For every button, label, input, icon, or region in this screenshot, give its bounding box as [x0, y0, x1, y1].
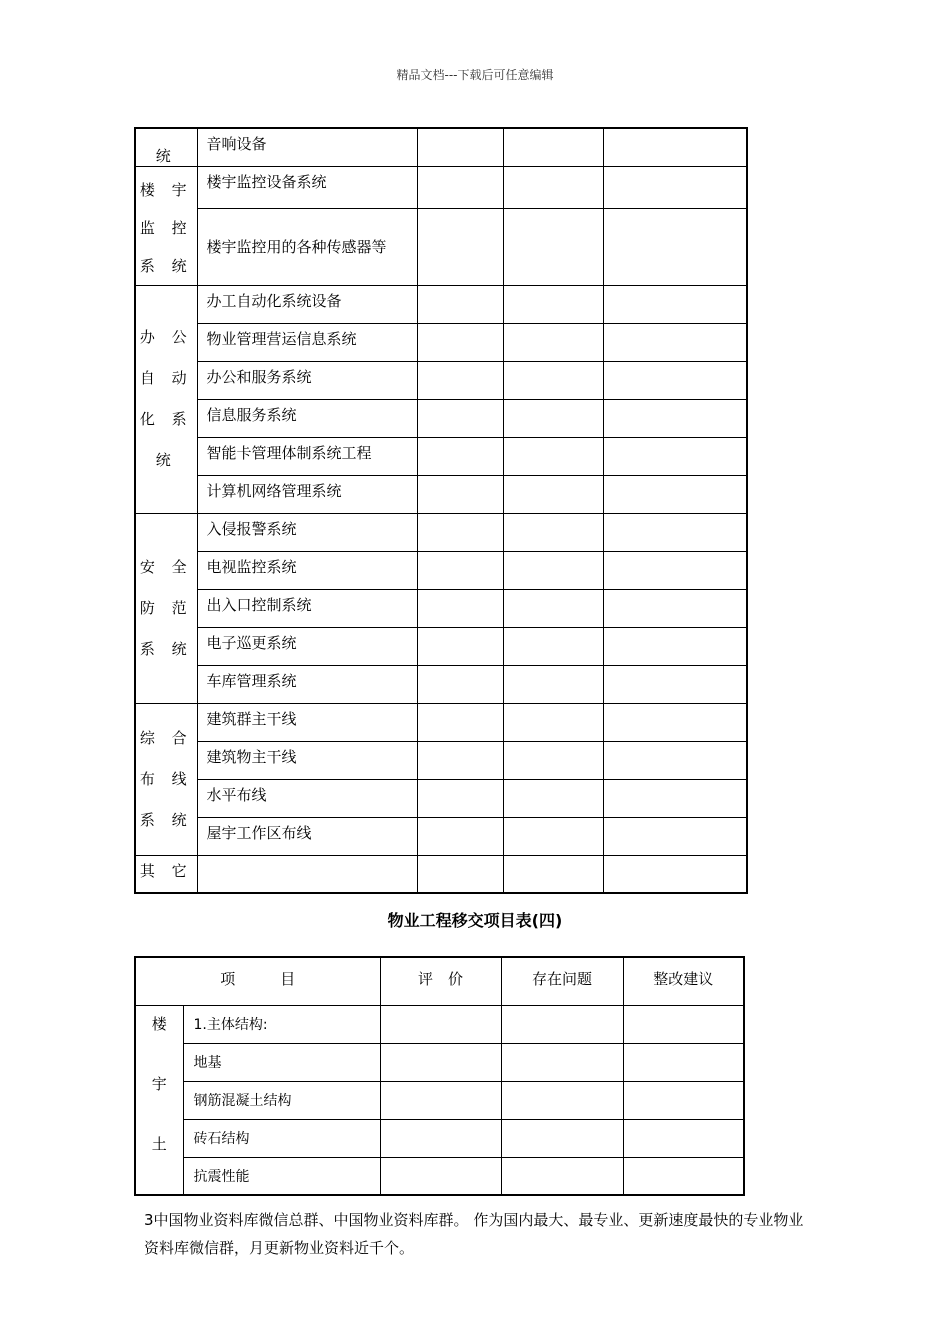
- cell: [623, 1157, 744, 1195]
- header-suggestions: 整改建议: [623, 957, 744, 1005]
- cell: [603, 551, 747, 589]
- cell: [380, 1081, 501, 1119]
- cell: [603, 323, 747, 361]
- cat-line: 综 合: [139, 728, 193, 747]
- cell: [503, 399, 603, 437]
- cat-line: 安 全: [139, 557, 193, 576]
- item-structure: 砖石结构: [183, 1119, 380, 1157]
- item-structure: 1.主体结构:: [183, 1005, 380, 1043]
- item-oa: 办工自动化系统设备: [197, 285, 417, 323]
- cell: [380, 1005, 501, 1043]
- cell: [503, 285, 603, 323]
- cell: [417, 627, 503, 665]
- item-security: 车库管理系统: [197, 665, 417, 703]
- cell: [417, 285, 503, 323]
- category-oa: [135, 285, 197, 513]
- item-security: 电子巡更系统: [197, 627, 417, 665]
- cat-line: 楼: [151, 1014, 167, 1033]
- cat-line: 宇: [151, 1074, 167, 1093]
- category-other: 其 它: [135, 855, 197, 893]
- cell: [503, 741, 603, 779]
- cat-line: 系 统: [139, 639, 193, 658]
- item-structure: 抗震性能: [183, 1157, 380, 1195]
- cell: [603, 208, 747, 285]
- cell: [380, 1119, 501, 1157]
- page-header: 精品文档---下载后可任意编辑: [396, 68, 554, 82]
- systems-table: [134, 127, 748, 894]
- cell: [603, 361, 747, 399]
- cat-line: 系 统: [139, 810, 193, 829]
- item-oa: 智能卡管理体制系统工程: [197, 437, 417, 475]
- cell: [417, 589, 503, 627]
- cell: [603, 703, 747, 741]
- cell: [417, 475, 503, 513]
- cat-line: 自 动: [139, 369, 193, 387]
- cell: [603, 665, 747, 703]
- handover-table: [134, 956, 745, 1196]
- cell: [417, 855, 503, 893]
- cat-line: 防 范: [139, 598, 193, 617]
- cell: [603, 817, 747, 855]
- cell: [417, 208, 503, 285]
- cell: [501, 1043, 623, 1081]
- cell: [503, 361, 603, 399]
- cell: [503, 817, 603, 855]
- cell: [503, 627, 603, 665]
- cell: [501, 1119, 623, 1157]
- item-oa: 信息服务系统: [197, 399, 417, 437]
- cell: [501, 1157, 623, 1195]
- cell: [380, 1157, 501, 1195]
- cell: [503, 513, 603, 551]
- cell: [501, 1005, 623, 1043]
- item-bms-sensors: 楼宇监控用的各种传感器等: [197, 208, 417, 285]
- cell: [603, 589, 747, 627]
- cell: [503, 779, 603, 817]
- cell: [603, 513, 747, 551]
- cell: [623, 1119, 744, 1157]
- cell: [197, 855, 417, 893]
- cat-line: 化 系: [139, 410, 193, 428]
- item-wiring: 建筑群主干线: [197, 703, 417, 741]
- item-wiring: 建筑物主干线: [197, 741, 417, 779]
- cell: [417, 166, 503, 208]
- cell: [417, 399, 503, 437]
- item-security: 出入口控制系统: [197, 589, 417, 627]
- cat-line: 统: [155, 451, 177, 469]
- cell: [623, 1081, 744, 1119]
- cell: [503, 475, 603, 513]
- cat-line: 布 线: [139, 769, 193, 788]
- cell: [623, 1005, 744, 1043]
- item-security: 电视监控系统: [197, 551, 417, 589]
- cell: [603, 437, 747, 475]
- cell: [603, 128, 747, 166]
- cat-line: 系 统: [139, 256, 193, 275]
- cell: [503, 437, 603, 475]
- header-item: 项 目: [135, 957, 380, 1005]
- cell: [603, 627, 747, 665]
- cell: [603, 855, 747, 893]
- category-partial: 统: [135, 128, 197, 166]
- cell: [623, 1043, 744, 1081]
- cat-line: 监 控: [139, 218, 193, 237]
- table-title: 物业工程移交项目表(四): [387, 911, 563, 930]
- cell: [417, 361, 503, 399]
- category-building: [135, 1005, 183, 1195]
- item-oa: 物业管理营运信息系统: [197, 323, 417, 361]
- cell: [503, 703, 603, 741]
- cell: [417, 817, 503, 855]
- cell: [603, 741, 747, 779]
- item-oa: 办公和服务系统: [197, 361, 417, 399]
- item-structure: 地基: [183, 1043, 380, 1081]
- cell: [503, 128, 603, 166]
- item-wiring: 屋宇工作区布线: [197, 817, 417, 855]
- cell: [417, 513, 503, 551]
- category-wiring: [135, 703, 197, 855]
- item-security: 入侵报警系统: [197, 513, 417, 551]
- cell: [417, 665, 503, 703]
- cell: [603, 399, 747, 437]
- footer-text: 3中国物业资料库微信总群、中国物业资料库群。 作为国内最大、最专业、更新速度最快的专业物业资料库微信群，月更新物业资料近千个。: [144, 1211, 804, 1257]
- cell: [501, 1081, 623, 1119]
- cell: [503, 166, 603, 208]
- cell: [417, 323, 503, 361]
- cell: [503, 323, 603, 361]
- cat-line: 土: [151, 1134, 167, 1153]
- cell: [603, 285, 747, 323]
- cell: [417, 741, 503, 779]
- cell: [417, 128, 503, 166]
- item-sound-equipment: 音响设备: [197, 128, 417, 166]
- header-evaluation: 评 价: [380, 957, 501, 1005]
- item-oa: 计算机网络管理系统: [197, 475, 417, 513]
- cell: [503, 855, 603, 893]
- header-issues: 存在问题: [501, 957, 623, 1005]
- cell: [417, 437, 503, 475]
- cell: [417, 551, 503, 589]
- category-security: [135, 513, 197, 703]
- item-wiring: 水平布线: [197, 779, 417, 817]
- item-structure: 钢筋混凝土结构: [183, 1081, 380, 1119]
- cell: [503, 208, 603, 285]
- cell: [603, 166, 747, 208]
- cell: [503, 665, 603, 703]
- cell: [380, 1043, 501, 1081]
- cell: [603, 475, 747, 513]
- cat-line: 楼 宇: [139, 180, 193, 199]
- cat-line: 办 公: [139, 328, 193, 346]
- cell: [417, 703, 503, 741]
- category-bms: [135, 166, 197, 285]
- cell: [417, 779, 503, 817]
- cell: [603, 779, 747, 817]
- item-bms-equipment: 楼宇监控设备系统: [197, 166, 417, 208]
- cell: [503, 589, 603, 627]
- cell: [503, 551, 603, 589]
